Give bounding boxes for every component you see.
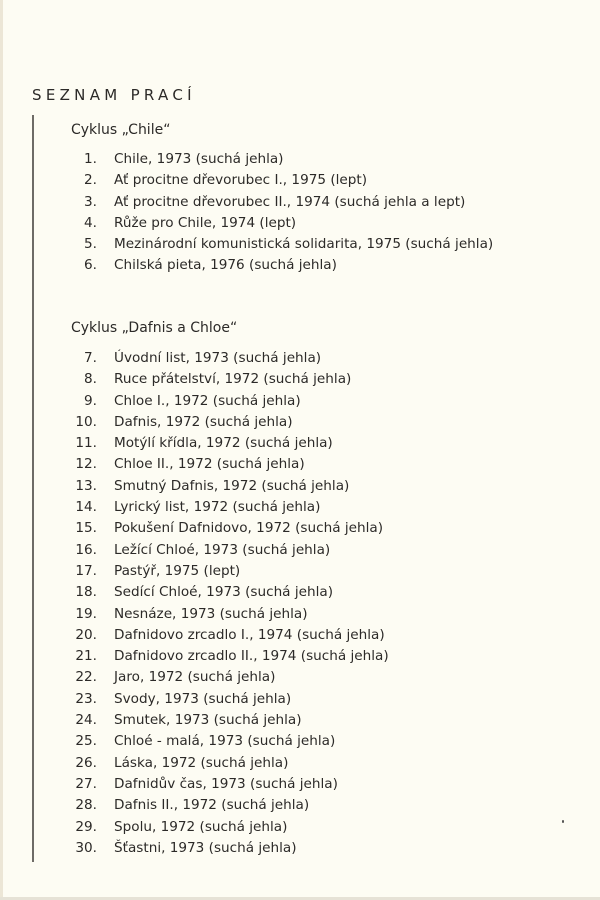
item-number: 13. bbox=[75, 477, 97, 494]
paper-speck bbox=[562, 820, 564, 823]
item-text: Chloe I., 1972 (suchá jehla) bbox=[114, 392, 301, 409]
item-number: 2. bbox=[84, 172, 97, 189]
item-text: Jaro, 1972 (suchá jehla) bbox=[114, 669, 276, 686]
item-text: Pokušení Dafnidovo, 1972 (suchá jehla) bbox=[114, 520, 384, 537]
item-text: Dafnidův čas, 1973 (suchá jehla) bbox=[114, 775, 338, 792]
item-text: Nesnáze, 1973 (suchá jehla) bbox=[114, 605, 308, 622]
item-number: 1. bbox=[84, 151, 97, 167]
item-text: Pastýř, 1975 (lept) bbox=[114, 562, 241, 579]
item-number: 25. bbox=[75, 733, 97, 750]
item-text: Růže pro Chile, 1974 (lept) bbox=[114, 214, 297, 231]
item-text: Šťastni, 1973 (suchá jehla) bbox=[114, 839, 297, 856]
item-text: Lyrický list, 1972 (suchá jehla) bbox=[114, 499, 321, 516]
item-text: Láska, 1972 (suchá jehla) bbox=[114, 754, 289, 771]
item-number: 26. bbox=[75, 754, 97, 771]
item-text: Chilská pieta, 1976 (suchá jehla) bbox=[114, 257, 337, 274]
item-text: Dafnidovo zrcadlo II., 1974 (suchá jehla) bbox=[114, 648, 389, 665]
item-text: Ležící Chloé, 1973 (suchá jehla) bbox=[114, 541, 331, 558]
item-number: 5. bbox=[84, 236, 97, 253]
item-text: Chile, 1973 (suchá jehla) bbox=[114, 151, 284, 167]
item-number: 27. bbox=[75, 775, 97, 792]
item-number: 30. bbox=[75, 839, 97, 856]
item-text: Sedící Chloé, 1973 (suchá jehla) bbox=[114, 584, 334, 601]
item-number: 20. bbox=[75, 626, 97, 643]
item-text: Chloe II., 1972 (suchá jehla) bbox=[114, 456, 305, 473]
item-number: 16. bbox=[75, 541, 97, 558]
item-number: 17. bbox=[75, 562, 97, 579]
item-text: Mezinárodní komunistická solidarita, 1975 (suchá jehla) bbox=[114, 236, 494, 253]
item-text: Ať procitne dřevorubec I., 1975 (lept) bbox=[114, 172, 368, 189]
section-heading-dafnis-a-chloe: Cyklus „Dafnis a Chloe“ bbox=[71, 320, 238, 336]
item-text: Ruce přátelství, 1972 (suchá jehla) bbox=[114, 371, 352, 388]
item-text: Motýlí křídla, 1972 (suchá jehla) bbox=[114, 435, 333, 452]
item-number: 12. bbox=[75, 456, 97, 473]
item-number: 18. bbox=[75, 584, 97, 601]
item-number: 28. bbox=[75, 797, 97, 814]
margin-rule bbox=[32, 115, 34, 862]
item-number: 24. bbox=[75, 712, 97, 729]
item-number: 29. bbox=[75, 818, 97, 835]
item-text: Chloé - malá, 1973 (suchá jehla) bbox=[114, 733, 336, 750]
page-edge-shadow bbox=[0, 0, 3, 900]
item-number: 14. bbox=[75, 499, 97, 516]
item-number: 3. bbox=[84, 193, 97, 210]
item-number: 7. bbox=[84, 350, 97, 366]
item-number: 9. bbox=[84, 392, 97, 409]
item-text: Dafnidovo zrcadlo I., 1974 (suchá jehla) bbox=[114, 626, 385, 643]
page-title: SEZNAM PRACÍ bbox=[32, 86, 196, 104]
item-text: Spolu, 1972 (suchá jehla) bbox=[114, 818, 288, 835]
item-text: Svody, 1973 (suchá jehla) bbox=[114, 690, 292, 707]
item-number: 21. bbox=[75, 648, 97, 665]
item-number: 23. bbox=[75, 690, 97, 707]
item-text: Úvodní list, 1973 (suchá jehla) bbox=[114, 350, 322, 366]
item-number: 15. bbox=[75, 520, 97, 537]
item-number: 6. bbox=[84, 257, 97, 274]
item-text: Smutný Dafnis, 1972 (suchá jehla) bbox=[114, 477, 350, 494]
item-number: 10. bbox=[75, 413, 97, 430]
item-number: 22. bbox=[75, 669, 97, 686]
item-text: Smutek, 1973 (suchá jehla) bbox=[114, 712, 302, 729]
item-text: Dafnis II., 1972 (suchá jehla) bbox=[114, 797, 310, 814]
item-number: 19. bbox=[75, 605, 97, 622]
item-number: 4. bbox=[84, 214, 97, 231]
item-text: Ať procitne dřevorubec II., 1974 (suchá jehla a lept) bbox=[114, 193, 466, 210]
item-number: 11. bbox=[75, 435, 97, 452]
item-number: 8. bbox=[84, 371, 97, 388]
item-text: Dafnis, 1972 (suchá jehla) bbox=[114, 413, 293, 430]
section-heading-chile: Cyklus „Chile“ bbox=[71, 122, 171, 138]
